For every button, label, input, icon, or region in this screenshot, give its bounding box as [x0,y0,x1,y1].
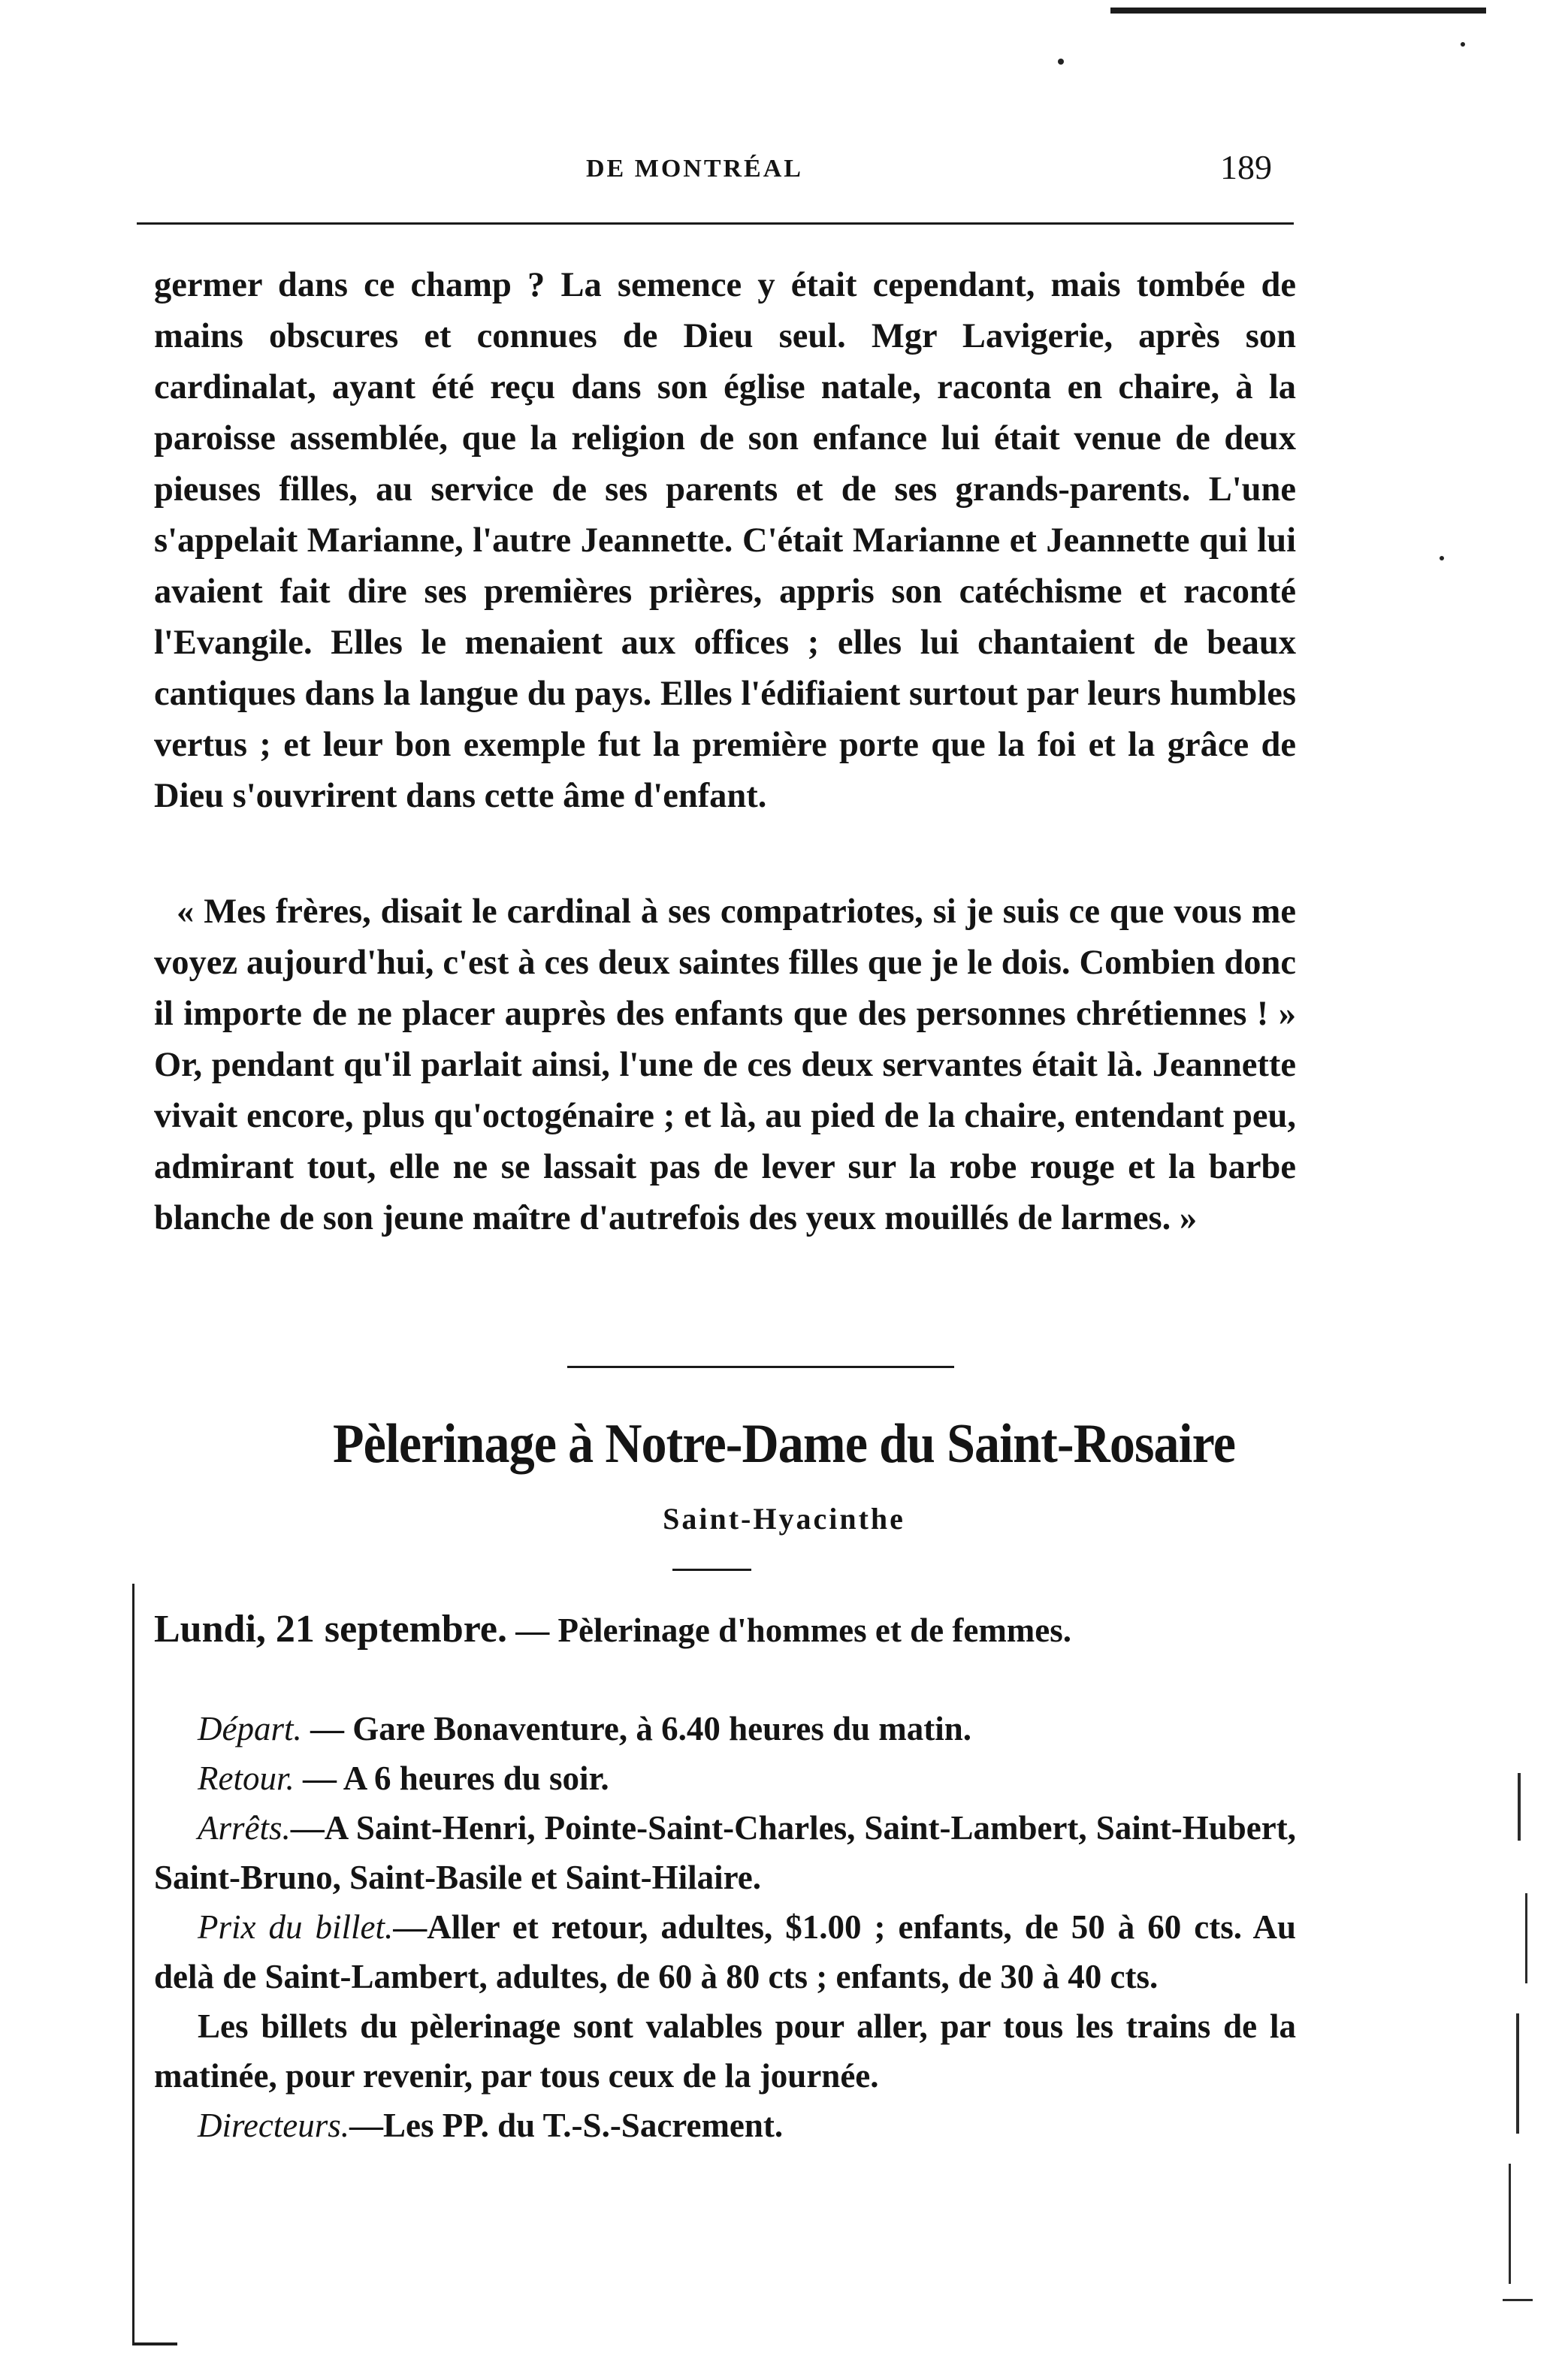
schedule-details [154,1704,1296,2150]
scan-speck [1461,42,1465,47]
scan-left-bar [132,1584,134,2344]
page-number: 189 [1220,148,1272,186]
section-separator [567,1366,954,1368]
schedule-date [154,1605,1296,1655]
scan-bottom-tick [132,2342,177,2345]
running-title: DE MONTRÉAL [586,155,803,183]
prix-label: Prix du billet. [198,1908,394,1946]
arrets-text: —A Saint-Henri, Pointe-Saint-Charles, Saint-Lambert, Saint-Hubert, Saint-Bruno, Saint-Basile et Saint-Hilaire. [154,1809,1296,1896]
directeurs-label: Directeurs. [198,2107,350,2144]
schedule-item-arrets [154,1803,1296,1902]
section-subtitle: Saint-Hyacinthe [663,1502,905,1536]
depart-text: — Gare Bonaventure, à 6.40 heures du matin. [301,1710,972,1747]
schedule-item-billets: Les billets du pèlerinage sont valables pour aller, par tous les trains de la matinée, pour revenir, par tous ceux de la journée. [154,2007,1296,2095]
header-rule [137,222,1294,225]
scan-top-rule [1110,8,1486,14]
retour-label: Retour. [198,1759,295,1797]
schedule-item-retour [154,1753,1296,1803]
arrets-label: Arrêts. [198,1809,291,1847]
scan-edge-mark [1518,1773,1521,1841]
date-text: — Pèlerinage d'hommes et de femmes. [515,1611,1072,1649]
scan-speck [1058,59,1064,65]
scan-edge-mark [1516,2013,1519,2134]
schedule-item-directeurs [154,2101,1296,2150]
retour-text: — A 6 heures du soir. [294,1759,609,1797]
schedule-item-prix [154,1902,1296,2001]
scan-speck [1440,556,1444,560]
date-label: Lundi, 21 septembre. [154,1608,507,1651]
paragraph-text: « Mes frères, disait le cardinal à ses compatriotes, si je suis ce que vous me voyez aujourd'hui, c'est à ces deux saintes filles que je le dois. Combien donc il importe de ne placer auprès des enfants que des personnes chrétiennes ! » Or, pendant qu'il parlait ainsi, l'une de ces deux servantes était là. Jeannette vivait encore, plus qu'octogénaire ; et là, au pied de la chaire, entendant peu, admirant tout, elle ne se lassait pas de lever sur la robe rouge et la barbe blanche de son jeune maître d'autrefois des yeux mouillés de larmes. » [154,893,1296,1237]
paragraph-text: germer dans ce champ ? La semence y était cependant, mais tombée de mains obscures et connues de Dieu seul. Mgr Lavigerie, après son cardinalat, ayant été reçu dans son église natale, raconta en chaire, à la paroisse assemblée, que la religion de son enfance lui était venue de deux pieuses filles, au service de ses parents et de ses grands-parents. L'une s'appelait Marianne, l'autre Jeannette. C'était Marianne et Jeannette qui lui avaient fait dire ses premières prières, appris son catéchisme et raconté l'Evangile. Elles le menaient aux offices ; elles lui chantaient de beaux cantiques dans la langue du pays. Elles l'édifiaient surtout par leurs humbles vertus ; et leur bon exemple fut la première porte que la foi et la grâce de Dieu s'ouvrirent dans cette âme d'enfant. [154,266,1296,815]
body-paragraph-2 [154,887,1296,1244]
prix-text: —Aller et retour, adultes, $1.00 ; enfants, de 50 à 60 cts. Au delà de Saint-Lambert, adultes, de 60 à 80 cts ; enfants, de 30 à 40 cts. [154,1908,1296,1995]
section-title: Pèlerinage à Notre-Dame du Saint-Rosaire [332,1413,1236,1475]
scan-edge-mark [1525,1893,1527,1983]
schedule-item-depart [154,1704,1296,1753]
scan-edge-mark [1509,2164,1511,2284]
scan-edge-mark [1503,2299,1533,2301]
subtitle-separator [672,1569,751,1571]
body-paragraph-1 [154,260,1296,822]
directeurs-text: —Les PP. du T.-S.-Sacrement. [349,2107,784,2144]
depart-label: Départ. [198,1710,302,1747]
